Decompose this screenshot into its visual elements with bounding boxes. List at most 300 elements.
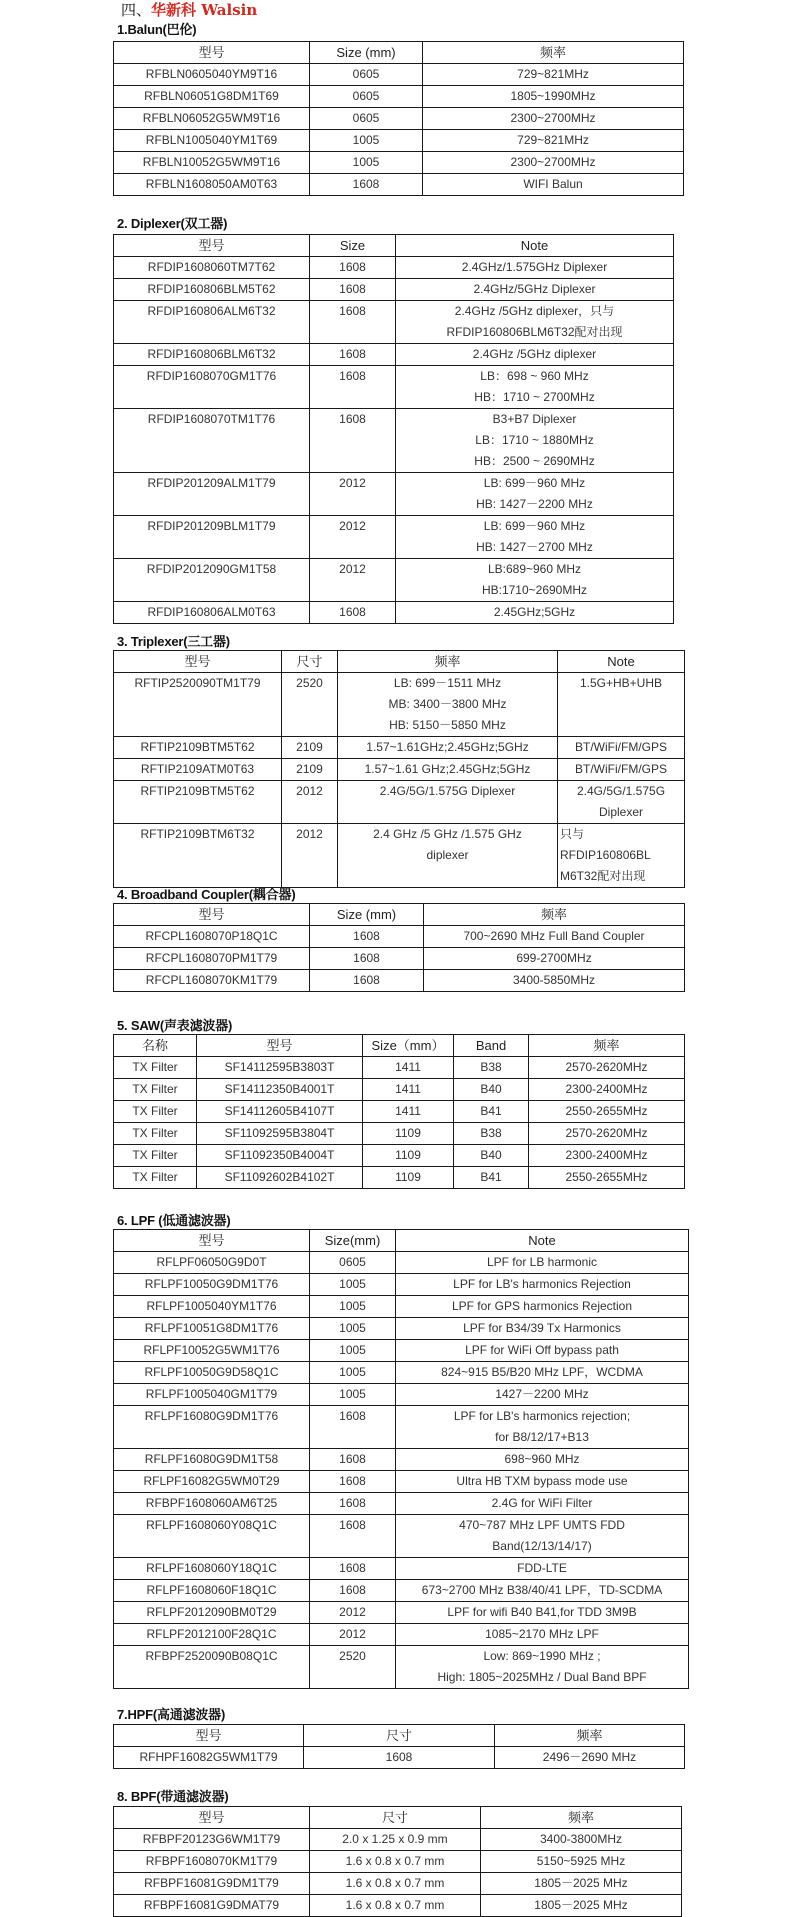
table-cell: RFLPF10050G9DM1T76 bbox=[114, 1274, 310, 1296]
table-cell: RFDIP2012090GM1T58 bbox=[114, 559, 310, 602]
table-row bbox=[114, 1340, 689, 1362]
table-row bbox=[114, 926, 685, 948]
cell-line: LB: 699－1511 MHz bbox=[393, 676, 502, 690]
table-cell: RFBLN1005040YM1T69 bbox=[114, 130, 310, 152]
table-cell: B38 bbox=[454, 1057, 529, 1079]
table-cell: 729~821MHz bbox=[423, 130, 684, 152]
cell-line: LPF for wifi B40 B41,for TDD 3M9B bbox=[447, 1605, 637, 1619]
table-header-row bbox=[114, 42, 684, 64]
table-header-row bbox=[114, 1230, 689, 1252]
table-cell: 1608 bbox=[310, 257, 396, 279]
table-cell: 2496－2690 MHz bbox=[495, 1747, 685, 1769]
section-title-balun: 1.Balun(巴伦) bbox=[117, 22, 197, 37]
column-header: Size (mm) bbox=[310, 42, 423, 64]
column-header: 型号 bbox=[114, 1725, 304, 1747]
hpf-table bbox=[113, 1724, 685, 1769]
table-cell: 1005 bbox=[310, 1340, 396, 1362]
section-title-coupler: 4. Broadband Coupler(耦合器) bbox=[117, 887, 296, 902]
cell-line: MB: 3400－3800 MHz bbox=[388, 697, 507, 711]
table-cell: TX Filter bbox=[114, 1123, 197, 1145]
table-row bbox=[114, 1274, 689, 1296]
table-cell: 2520 bbox=[282, 673, 338, 737]
cell-line: 2.4GHz/1.575GHz Diplexer bbox=[461, 260, 608, 274]
column-header: Size bbox=[310, 235, 396, 257]
table-cell: RFBLN1608050AM0T63 bbox=[114, 174, 310, 196]
section-title-triplexer: 3. Triplexer(三工器) bbox=[117, 634, 230, 649]
table-cell: RFTIP2109ATM0T63 bbox=[114, 759, 282, 781]
saw-table bbox=[113, 1034, 685, 1189]
table-row bbox=[114, 970, 685, 992]
table-cell: SF11092602B4102T bbox=[197, 1167, 363, 1189]
table-cell: RFDIP160806BLM6T32 bbox=[114, 344, 310, 366]
table-cell: 1608 bbox=[310, 1580, 396, 1602]
table-cell: 700~2690 MHz Full Band Coupler bbox=[424, 926, 685, 948]
column-header: 频率 bbox=[424, 904, 685, 926]
table-row bbox=[114, 301, 674, 344]
cell-line: 824~915 B5/B20 MHz LPF，WCDMA bbox=[441, 1365, 643, 1379]
table-cell: 2012 bbox=[310, 473, 396, 516]
cell-line: for B8/12/17+B13 bbox=[495, 1430, 589, 1444]
table-cell: RFDIP1608070GM1T76 bbox=[114, 366, 310, 409]
table-cell: 1608 bbox=[310, 1515, 396, 1558]
table-cell bbox=[338, 781, 558, 824]
table-cell: 2300-2400MHz bbox=[529, 1079, 685, 1101]
table-cell bbox=[396, 602, 674, 624]
cell-line: HB: 5150－5850 MHz bbox=[389, 718, 506, 732]
cell-line: 1.57~1.61 GHz;2.45GHz;5GHz bbox=[364, 762, 531, 776]
table-cell bbox=[396, 1558, 689, 1580]
cell-line: RFDIP160806BL bbox=[560, 848, 651, 862]
brand-name: 华新科 Walsin bbox=[151, 1, 258, 19]
section-title-lpf: 6. LPF (低通滤波器) bbox=[117, 1213, 231, 1228]
diplexer-table bbox=[113, 234, 674, 624]
section-title-bpf: 8. BPF(带通滤波器) bbox=[117, 1789, 229, 1804]
cell-line: HB：1710 ~ 2700MHz bbox=[474, 390, 595, 404]
table-cell: RFLPF1608060Y08Q1C bbox=[114, 1515, 310, 1558]
table-cell: RFLPF10050G9D58Q1C bbox=[114, 1362, 310, 1384]
table-header-row bbox=[114, 904, 685, 926]
table-cell bbox=[396, 473, 674, 516]
table-row bbox=[114, 108, 684, 130]
cell-line: BT/WiFi/FM/GPS bbox=[575, 762, 667, 776]
section-title-diplexer: 2. Diplexer(双工器) bbox=[117, 216, 228, 231]
table-cell: 2012 bbox=[282, 824, 338, 888]
cell-line: LB: 699－960 MHz bbox=[483, 476, 586, 490]
table-cell bbox=[396, 1252, 689, 1274]
table-cell: 1.6 x 0.8 x 0.7 mm bbox=[310, 1873, 481, 1895]
cell-line: FDD-LTE bbox=[517, 1561, 567, 1575]
table-row bbox=[114, 1252, 689, 1274]
table-cell: RFDIP1608060TM7T62 bbox=[114, 257, 310, 279]
table-cell bbox=[338, 737, 558, 759]
table-cell: RFTIP2520090TM1T79 bbox=[114, 673, 282, 737]
table-cell: B40 bbox=[454, 1079, 529, 1101]
column-header: 名称 bbox=[114, 1035, 197, 1057]
table-row bbox=[114, 1167, 685, 1189]
table-cell: RFLPF2012100F28Q1C bbox=[114, 1624, 310, 1646]
table-cell bbox=[558, 781, 685, 824]
balun-table bbox=[113, 41, 684, 196]
table-cell: 1005 bbox=[310, 1274, 396, 1296]
bpf-table bbox=[113, 1806, 682, 1917]
table-cell: 2550-2655MHz bbox=[529, 1101, 685, 1123]
table-cell: 2012 bbox=[310, 516, 396, 559]
cell-line: 2.45GHz;5GHz bbox=[493, 605, 576, 619]
table-cell: RFLPF1608060Y18Q1C bbox=[114, 1558, 310, 1580]
column-header: 尺寸 bbox=[304, 1725, 495, 1747]
table-cell bbox=[338, 759, 558, 781]
table-cell: 1608 bbox=[310, 1493, 396, 1515]
table-cell: RFDIP201209BLM1T79 bbox=[114, 516, 310, 559]
table-cell bbox=[558, 737, 685, 759]
table-cell: 5150~5925 MHz bbox=[481, 1851, 682, 1873]
table-cell: 1608 bbox=[310, 301, 396, 344]
table-cell bbox=[396, 1340, 689, 1362]
table-row bbox=[114, 759, 685, 781]
table-cell bbox=[396, 409, 674, 473]
table-row bbox=[114, 1747, 685, 1769]
table-cell: RFLPF10051G8DM1T76 bbox=[114, 1318, 310, 1340]
table-cell: RFCPL1608070KM1T79 bbox=[114, 970, 310, 992]
table-cell: B41 bbox=[454, 1101, 529, 1123]
table-cell: SF14112350B4001T bbox=[197, 1079, 363, 1101]
table-cell bbox=[396, 1580, 689, 1602]
cell-line: LPF for LB harmonic bbox=[486, 1255, 598, 1269]
table-cell bbox=[396, 1515, 689, 1558]
table-row bbox=[114, 1123, 685, 1145]
column-header: 型号 bbox=[114, 651, 282, 673]
cell-line: BT/WiFi/FM/GPS bbox=[575, 740, 667, 754]
table-cell: 1005 bbox=[310, 1362, 396, 1384]
cell-line: 2.4 GHz /5 GHz /1.575 GHz bbox=[373, 827, 522, 841]
table-row bbox=[114, 366, 674, 409]
column-header: 尺寸 bbox=[310, 1807, 481, 1829]
cell-line: HB:1710~2690MHz bbox=[481, 583, 588, 597]
table-cell: 1005 bbox=[310, 1296, 396, 1318]
table-row bbox=[114, 1829, 682, 1851]
table-cell: 3400-5850MHz bbox=[424, 970, 685, 992]
table-cell bbox=[396, 279, 674, 301]
table-cell: 1608 bbox=[304, 1747, 495, 1769]
table-cell: RFDIP160806ALM0T63 bbox=[114, 602, 310, 624]
table-row bbox=[114, 1318, 689, 1340]
table-row bbox=[114, 1079, 685, 1101]
table-row bbox=[114, 559, 674, 602]
table-cell: 2109 bbox=[282, 759, 338, 781]
table-cell: 2012 bbox=[310, 559, 396, 602]
table-cell: RFLPF2012090BM0T29 bbox=[114, 1602, 310, 1624]
table-row bbox=[114, 1851, 682, 1873]
table-row bbox=[114, 602, 674, 624]
column-header: Band bbox=[454, 1035, 529, 1057]
cell-line: LB:689~960 MHz bbox=[487, 562, 582, 576]
table-header-row bbox=[114, 1725, 685, 1747]
column-header: Size（mm） bbox=[363, 1035, 454, 1057]
cell-line: Diplexer bbox=[598, 805, 643, 819]
table-cell: RFCPL1608070P18Q1C bbox=[114, 926, 310, 948]
table-cell bbox=[396, 559, 674, 602]
table-cell bbox=[338, 673, 558, 737]
table-cell bbox=[396, 301, 674, 344]
column-header: 型号 bbox=[114, 1230, 310, 1252]
table-cell: RFLPF1608060F18Q1C bbox=[114, 1580, 310, 1602]
table-cell: RFDIP160806ALM6T32 bbox=[114, 301, 310, 344]
table-row bbox=[114, 673, 685, 737]
table-cell: 1109 bbox=[363, 1123, 454, 1145]
cell-line: LPF for LB's harmonics Rejection bbox=[453, 1277, 631, 1291]
table-cell: 2012 bbox=[282, 781, 338, 824]
cell-line: 2.4G/5G/1.575G bbox=[576, 784, 666, 798]
table-cell bbox=[396, 1406, 689, 1449]
table-cell: 0605 bbox=[310, 108, 423, 130]
table-cell bbox=[396, 1471, 689, 1493]
table-cell: 2300~2700MHz bbox=[423, 152, 684, 174]
cell-line: 2.4GHz /5GHz diplexer bbox=[472, 347, 597, 361]
table-cell bbox=[396, 1624, 689, 1646]
cell-line: HB: 1427－2700 MHz bbox=[476, 540, 593, 554]
cell-line: 2.4G/5G/1.575G Diplexer bbox=[379, 784, 516, 798]
cell-line: HB: 1427－2200 MHz bbox=[476, 497, 593, 511]
table-cell: 0605 bbox=[310, 1252, 396, 1274]
table-cell: RFBLN06051G8DM1T69 bbox=[114, 86, 310, 108]
cell-line: 1.57~1.61GHz;2.45GHz;5GHz bbox=[366, 740, 529, 754]
table-row bbox=[114, 130, 684, 152]
table-cell: RFTIP2109BTM6T32 bbox=[114, 824, 282, 888]
table-cell: 1608 bbox=[310, 409, 396, 473]
cell-line: 1427－2200 MHz bbox=[495, 1387, 589, 1401]
table-row bbox=[114, 1515, 689, 1558]
table-cell: RFBLN06052G5WM9T16 bbox=[114, 108, 310, 130]
table-header-row bbox=[114, 651, 685, 673]
cell-line: 2.4G for WiFi Filter bbox=[491, 1496, 593, 1510]
column-header: 型号 bbox=[114, 42, 310, 64]
table-cell: 2300~2700MHz bbox=[423, 108, 684, 130]
table-cell: 1411 bbox=[363, 1079, 454, 1101]
table-row bbox=[114, 279, 674, 301]
cell-line: Low: 869~1990 MHz ; bbox=[483, 1649, 601, 1663]
table-header-row bbox=[114, 1807, 682, 1829]
table-cell: 1005 bbox=[310, 1318, 396, 1340]
cell-line: Band(12/13/14/17) bbox=[492, 1539, 592, 1553]
table-cell: RFBLN10052G5WM9T16 bbox=[114, 152, 310, 174]
table-row bbox=[114, 1145, 685, 1167]
table-row bbox=[114, 409, 674, 473]
table-cell: RFTIP2109BTM5T62 bbox=[114, 781, 282, 824]
table-row bbox=[114, 1449, 689, 1471]
cell-line: B3+B7 Diplexer bbox=[492, 412, 577, 426]
table-cell: RFLPF1005040GM1T79 bbox=[114, 1384, 310, 1406]
table-cell: 0605 bbox=[310, 64, 423, 86]
table-cell: TX Filter bbox=[114, 1101, 197, 1123]
triplexer-table bbox=[113, 650, 685, 888]
table-cell: 1109 bbox=[363, 1167, 454, 1189]
table-cell: 699-2700MHz bbox=[424, 948, 685, 970]
column-header: 型号 bbox=[197, 1035, 363, 1057]
cell-line: LB：698 ~ 960 MHz bbox=[480, 369, 589, 383]
section-title-saw: 5. SAW(声表滤波器) bbox=[117, 1018, 233, 1033]
table-cell: RFLPF16082G5WM0T29 bbox=[114, 1471, 310, 1493]
column-header: Size (mm) bbox=[310, 904, 424, 926]
table-row bbox=[114, 1580, 689, 1602]
cell-line: RFDIP160806BLM6T32配对出现 bbox=[446, 325, 623, 339]
table-cell: 1805－2025 MHz bbox=[481, 1895, 682, 1917]
section-title-hpf: 7.HPF(高通滤波器) bbox=[117, 1707, 226, 1722]
cell-line: LPF for GPS harmonics Rejection bbox=[451, 1299, 633, 1313]
table-cell: RFLPF1005040YM1T76 bbox=[114, 1296, 310, 1318]
table-cell: 1.6 x 0.8 x 0.7 mm bbox=[310, 1895, 481, 1917]
table-cell: 1109 bbox=[363, 1145, 454, 1167]
table-cell: RFHPF16082G5WM1T79 bbox=[114, 1747, 304, 1769]
cell-line: LPF for B34/39 Tx Harmonics bbox=[463, 1321, 621, 1335]
table-cell: RFTIP2109BTM5T62 bbox=[114, 737, 282, 759]
table-cell bbox=[558, 759, 685, 781]
column-header: 型号 bbox=[114, 904, 310, 926]
table-cell: SF11092350B4004T bbox=[197, 1145, 363, 1167]
table-row bbox=[114, 1493, 689, 1515]
cell-line: 1.5G+HB+UHB bbox=[579, 676, 663, 690]
cell-line: Ultra HB TXM bypass mode use bbox=[456, 1474, 628, 1488]
table-row bbox=[114, 516, 674, 559]
table-row bbox=[114, 1873, 682, 1895]
table-row bbox=[114, 344, 674, 366]
cell-line: 只与 bbox=[560, 827, 585, 841]
column-header: Note bbox=[396, 1230, 689, 1252]
table-cell bbox=[558, 824, 685, 888]
table-cell: RFBLN0605040YM9T16 bbox=[114, 64, 310, 86]
cell-line: HB：2500 ~ 2690MHz bbox=[474, 454, 595, 468]
column-header: 尺寸 bbox=[282, 651, 338, 673]
table-cell: 1608 bbox=[310, 366, 396, 409]
table-row bbox=[114, 1471, 689, 1493]
table-cell bbox=[396, 1274, 689, 1296]
table-row bbox=[114, 174, 684, 196]
table-cell: 1608 bbox=[310, 1471, 396, 1493]
table-cell: 0605 bbox=[310, 86, 423, 108]
table-cell: SF11092595B3804T bbox=[197, 1123, 363, 1145]
table-cell bbox=[396, 1318, 689, 1340]
table-cell: RFBPF16081G9DM1T79 bbox=[114, 1873, 310, 1895]
table-row bbox=[114, 1384, 689, 1406]
table-cell bbox=[396, 1449, 689, 1471]
cell-line: LPF for WiFi Off bypass path bbox=[465, 1343, 619, 1357]
table-cell: TX Filter bbox=[114, 1079, 197, 1101]
column-header: 型号 bbox=[114, 235, 310, 257]
column-header: 频率 bbox=[529, 1035, 685, 1057]
table-cell: SF14112595B3803T bbox=[197, 1057, 363, 1079]
table-cell: 1005 bbox=[310, 152, 423, 174]
table-row bbox=[114, 1362, 689, 1384]
table-cell: 1.6 x 0.8 x 0.7 mm bbox=[310, 1851, 481, 1873]
column-header: 型号 bbox=[114, 1807, 310, 1829]
table-cell: SF14112605B4107T bbox=[197, 1101, 363, 1123]
table-cell: 2570-2620MHz bbox=[529, 1057, 685, 1079]
column-header: Size(mm) bbox=[310, 1230, 396, 1252]
table-cell: 2012 bbox=[310, 1602, 396, 1624]
table-cell: TX Filter bbox=[114, 1167, 197, 1189]
table-row bbox=[114, 64, 684, 86]
table-cell bbox=[396, 1602, 689, 1624]
table-cell: 1411 bbox=[363, 1101, 454, 1123]
table-cell: RFDIP160806BLM5T62 bbox=[114, 279, 310, 301]
cell-line: 2.4GHz/5GHz Diplexer bbox=[473, 282, 596, 296]
column-header: 频率 bbox=[481, 1807, 682, 1829]
table-cell: 2.0 x 1.25 x 0.9 mm bbox=[310, 1829, 481, 1851]
table-cell: 1608 bbox=[310, 1449, 396, 1471]
cell-line: LB：1710 ~ 1880MHz bbox=[475, 433, 594, 447]
table-cell bbox=[396, 516, 674, 559]
table-row bbox=[114, 473, 674, 516]
table-cell: 1005 bbox=[310, 130, 423, 152]
table-row bbox=[114, 257, 674, 279]
table-cell bbox=[396, 1384, 689, 1406]
table-cell bbox=[396, 1362, 689, 1384]
table-cell: 1608 bbox=[310, 948, 424, 970]
table-row bbox=[114, 1101, 685, 1123]
table-cell: RFCPL1608070PM1T79 bbox=[114, 948, 310, 970]
column-header: 频率 bbox=[495, 1725, 685, 1747]
table-cell: 1805~1990MHz bbox=[423, 86, 684, 108]
column-header: 频率 bbox=[423, 42, 684, 64]
table-cell: 1608 bbox=[310, 1558, 396, 1580]
table-cell: RFLPF10052G5WM1T76 bbox=[114, 1340, 310, 1362]
table-row bbox=[114, 1406, 689, 1449]
table-cell: 1608 bbox=[310, 970, 424, 992]
table-row bbox=[114, 1296, 689, 1318]
table-cell bbox=[558, 673, 685, 737]
table-cell: B38 bbox=[454, 1123, 529, 1145]
table-cell bbox=[396, 1296, 689, 1318]
table-row bbox=[114, 152, 684, 174]
cell-line: 1085~2170 MHz LPF bbox=[485, 1627, 599, 1641]
table-cell: RFLPF06050G9D0T bbox=[114, 1252, 310, 1274]
table-cell: RFLPF16080G9DM1T58 bbox=[114, 1449, 310, 1471]
table-row bbox=[114, 948, 685, 970]
cell-line: M6T32配对出现 bbox=[560, 869, 646, 883]
cell-line: LPF for LB's harmonics rejection; bbox=[453, 1409, 631, 1423]
table-cell: 2520 bbox=[310, 1646, 396, 1689]
table-cell: 1411 bbox=[363, 1057, 454, 1079]
table-header-row bbox=[114, 1035, 685, 1057]
table-cell: RFBPF20123G6WM1T79 bbox=[114, 1829, 310, 1851]
table-header-row bbox=[114, 235, 674, 257]
table-cell: 2109 bbox=[282, 737, 338, 759]
table-cell: B41 bbox=[454, 1167, 529, 1189]
cell-line: 2.4GHz /5GHz diplexer，只与 bbox=[454, 304, 615, 318]
table-cell: 2300-2400MHz bbox=[529, 1145, 685, 1167]
table-cell bbox=[396, 344, 674, 366]
table-row bbox=[114, 1057, 685, 1079]
table-cell: 1608 bbox=[310, 174, 423, 196]
table-cell: RFBPF16081G9DMAT79 bbox=[114, 1895, 310, 1917]
table-cell: TX Filter bbox=[114, 1057, 197, 1079]
lpf-table bbox=[113, 1229, 689, 1689]
table-row bbox=[114, 1558, 689, 1580]
column-header: Note bbox=[396, 235, 674, 257]
table-cell: 1608 bbox=[310, 279, 396, 301]
table-cell bbox=[396, 1493, 689, 1515]
table-cell: 1805－2025 MHz bbox=[481, 1873, 682, 1895]
table-cell: 1608 bbox=[310, 602, 396, 624]
table-cell: 3400-3800MHz bbox=[481, 1829, 682, 1851]
table-cell bbox=[338, 824, 558, 888]
table-row bbox=[114, 824, 685, 888]
table-row bbox=[114, 1602, 689, 1624]
table-cell: RFBPF1608070KM1T79 bbox=[114, 1851, 310, 1873]
table-cell bbox=[396, 1646, 689, 1689]
cell-line: 470~787 MHz LPF UMTS FDD bbox=[459, 1518, 625, 1532]
table-cell: 1005 bbox=[310, 1384, 396, 1406]
table-cell: 2550-2655MHz bbox=[529, 1167, 685, 1189]
